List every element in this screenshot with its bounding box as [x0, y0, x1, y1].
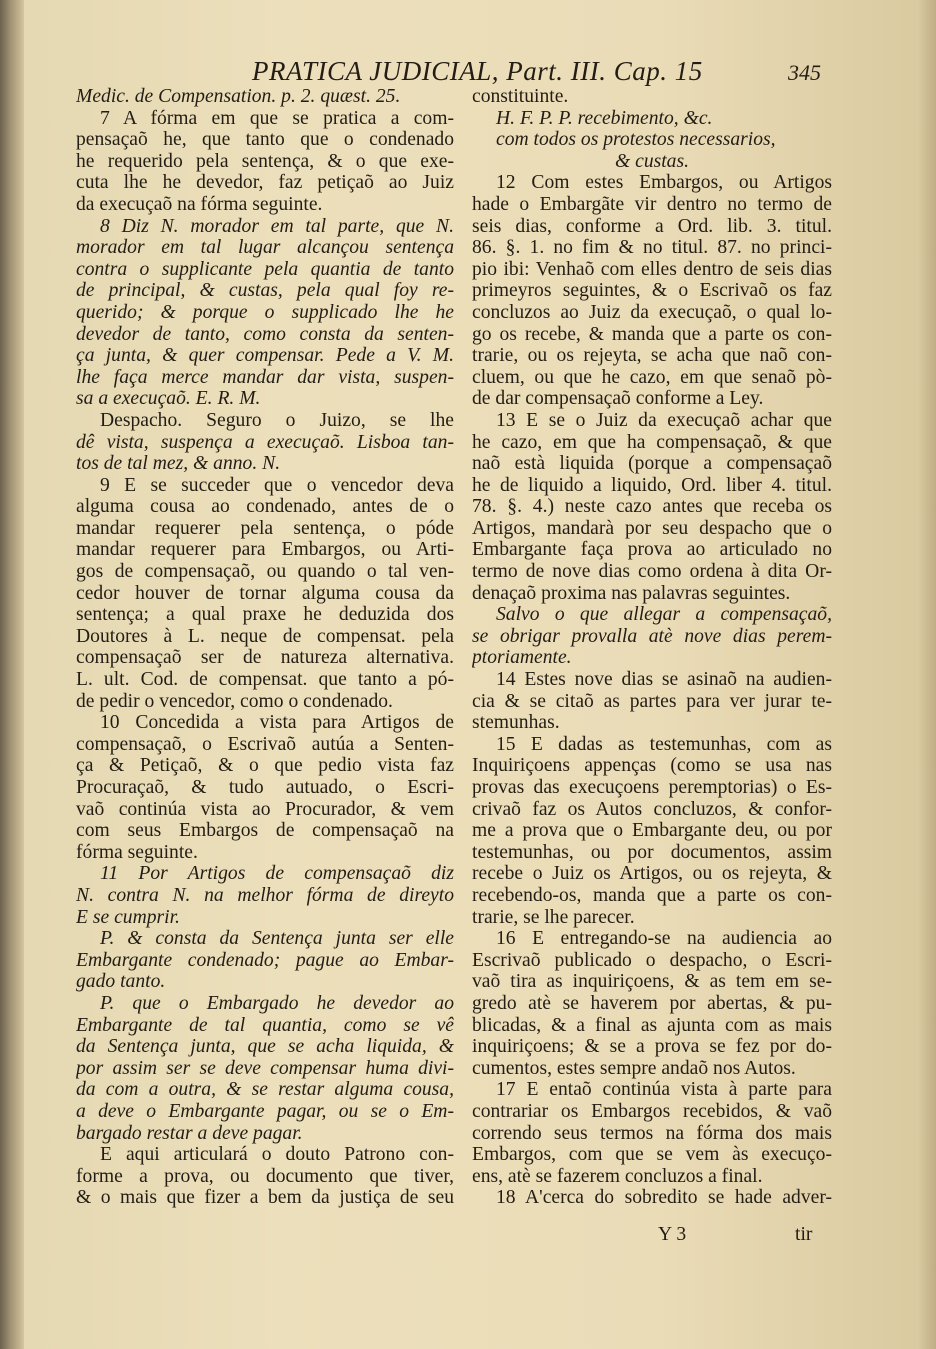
- text-line: bargado restar a deve pagar.: [76, 1122, 303, 1144]
- text-line: trarie, se lhe parecer.: [472, 906, 635, 928]
- page-number: 345: [788, 60, 821, 85]
- text-line: correndo seus termos na fórma dos mais: [472, 1122, 832, 1144]
- text-line: de principal, & custas, pela qual foy re-: [76, 280, 454, 302]
- text-line: da execuçaõ na fórma seguinte.: [76, 193, 323, 215]
- text-line: Procuraçaõ, & tudo autuado, o Escri-: [76, 777, 454, 798]
- text-line: H. F. P. P. recebimento, &c.: [496, 107, 713, 129]
- text-line: cluem, ou que he cazo, em que senaõ pò-: [472, 366, 832, 388]
- text-line: constituinte.: [472, 86, 569, 107]
- binding-gutter: [0, 0, 24, 1349]
- text-line: de pedir o vencedor, como o condenado.: [76, 690, 393, 712]
- text-line: da com a outra, & se restar alguma cousa,: [76, 1079, 454, 1101]
- text-line: gado tanto.: [76, 971, 166, 993]
- text-line: Doutores à L. neque de compensat. pela: [76, 625, 454, 647]
- text-line: de dar compensaçaõ conforme a Ley.: [472, 388, 764, 410]
- text-line: me a prova que o Embargante deu, ou por: [472, 820, 832, 842]
- text-line: E se cumprir.: [76, 906, 180, 928]
- text-line: & custas.: [614, 150, 690, 172]
- page-footer: [0, 1224, 936, 1248]
- text-line: vaõ tira as inquiriçoens, & as tem em se-: [472, 971, 832, 993]
- text-line: Inquiriçoens appenças (como se usa nas: [472, 755, 832, 777]
- text-line: compensaçaõ, o Escrivaõ autúa a Senten-: [76, 733, 454, 755]
- text-line: blicadas, & a final as ajunta com as mais: [472, 1014, 832, 1036]
- text-line: ça junta, & quer compensar. Pede a V. M.: [76, 345, 454, 367]
- left-text-column: [76, 86, 454, 1209]
- text-line: recebendo-os, manda que a parte os con-: [472, 884, 832, 906]
- text-line: L. ult. Cod. de compensat. que tanto a pó-: [76, 669, 454, 691]
- text-line: Escrivaõ publicado o despacho, o Escri-: [472, 949, 832, 971]
- text-line: provas das execuçoens peremptorias) o Es-: [472, 777, 832, 798]
- text-line: 13 E se o Juiz da execuçaõ achar que: [496, 409, 832, 431]
- text-line: ptoriamente.: [472, 647, 572, 669]
- text-line: Salvo o que allegar a compensaçaõ,: [496, 604, 832, 626]
- text-line: devedor de tanto, como consta da senten-: [76, 323, 454, 345]
- text-line: & o mais que fizer a bem da justiça de seu: [76, 1187, 454, 1209]
- text-line: gos de compensaçaõ, ou quando o tal ven-: [76, 561, 454, 583]
- text-line: trarie, ou os rejeyta, se acha que naõ con-: [472, 345, 832, 367]
- text-line: cuta lhe he devedor, faz petiçaõ ao Juiz: [76, 172, 454, 194]
- catchword: tir: [795, 1224, 813, 1245]
- text-line: crivaõ faz os Autos concluzos, & confor-: [472, 798, 832, 820]
- text-line: 18 A'cerca do sobredito se hade adver-: [496, 1187, 832, 1209]
- text-line: Artigos, mandarà por seu despacho que o: [472, 517, 832, 539]
- text-line: seis dias, conforme a Ord. lib. 3. titul.: [472, 215, 832, 237]
- signature-mark: Y 3: [658, 1224, 687, 1245]
- running-title: PRATICA JUDICIAL, Part. III. Cap. 15: [252, 56, 703, 86]
- text-line: tos de tal mez, & anno. N.: [76, 453, 281, 475]
- text-line: vaõ continúa vista ao Procurador, & vem: [76, 798, 454, 820]
- text-line: da Sentença junta, que se acha liquida, &: [76, 1036, 454, 1058]
- text-line: com todos os protestos necessarios,: [496, 129, 776, 151]
- text-line: 10 Concedida a vista para Artigos de: [100, 712, 454, 734]
- text-line: Medic. de Compensation. p. 2. quæst. 25.: [76, 86, 401, 107]
- text-line: N. contra N. na melhor fórma de direyto: [76, 884, 454, 906]
- text-line: 8 Diz N. morador em tal parte, que N.: [100, 215, 454, 237]
- text-line: Embargante de tal quantia, como se vê: [76, 1014, 454, 1036]
- text-line: Embargante faça prova ao articulado no: [472, 539, 832, 561]
- text-line: forme a prova, ou documento que tiver,: [76, 1165, 454, 1187]
- text-line: mandar requerer para Embargos, ou Arti-: [76, 539, 454, 561]
- right-text-column: [472, 86, 832, 1209]
- text-line: stemunhas.: [472, 712, 560, 734]
- page-edge: [918, 0, 936, 1349]
- text-line: 17 E entaõ continúa vista à parte para: [496, 1079, 832, 1101]
- text-line: 16 E entregando-se na audiencia ao: [496, 928, 832, 950]
- text-line: com seus Embargos de compensaçaõ na: [76, 820, 454, 842]
- text-line: 7 A fórma em que se pratica a com-: [100, 107, 454, 129]
- text-line: pensaçaõ he, que tanto que o condenado: [76, 129, 454, 151]
- text-line: contra o supplicante pela quantia de tanto: [76, 258, 454, 280]
- text-line: cia & se citaõ as partes para ver jurar te-: [472, 690, 832, 712]
- text-line: por assim ser se deve compensar huma divi-: [76, 1057, 454, 1079]
- text-line: querido; & porque o supplicado lhe he: [76, 301, 454, 323]
- text-line: he cazo, em que ha compensaçaõ, & que: [472, 431, 832, 453]
- text-line: P. que o Embargado he devedor ao: [100, 992, 454, 1014]
- text-line: 12 Com estes Embargos, ou Artigos: [496, 172, 832, 194]
- text-line: 86. §. 1. no fim & no titul. 87. no princi-: [472, 237, 832, 259]
- text-line: cumentos, estes sempre andaõ nos Autos.: [472, 1057, 796, 1079]
- text-line: pio ibi: Venhaõ com elles dentro de seis dias: [472, 258, 832, 280]
- text-line: inquiriçoens; & se a prova se fez por do-: [472, 1036, 832, 1058]
- text-line: sa a execuçaõ. E. R. M.: [76, 388, 261, 410]
- text-line: he de liquido a liquido, Ord. liber 4. titul.: [472, 474, 832, 496]
- text-line: hade o Embargãte vir dentro no termo de: [472, 193, 832, 215]
- text-line: 9 E se succeder que o vencedor deva: [100, 474, 454, 496]
- text-line: Embargos, com que se vem às execuço-: [472, 1144, 832, 1166]
- text-line: naõ està liquida (porque a compensaçaõ: [472, 453, 832, 475]
- text-line: 78. §. 4.) neste cazo antes que receba os: [472, 496, 832, 518]
- text-line: fórma seguinte.: [76, 841, 198, 863]
- text-line: go os recebe, & manda que a parte os con-: [472, 323, 832, 345]
- text-line: compensaçaõ ser de natureza alternativa.: [76, 647, 454, 669]
- text-line: primeyros seguintes, & o Escrivaõ os faz: [472, 280, 832, 302]
- text-line: concluzos ao Juiz da execuçaõ, o qual lo-: [472, 301, 832, 323]
- text-line: cedor houver de tornar alguma cousa da: [76, 582, 454, 604]
- text-line: testemunhas, ou por documentos, assim: [472, 841, 832, 863]
- text-line: Embargante condenado; pague ao Embar-: [76, 949, 454, 971]
- text-line: mandar requerer pela sentença, o póde: [76, 517, 454, 539]
- text-line: sentença; a qual praxe he deduzida dos: [76, 604, 454, 626]
- text-line: lhe faça merce mandar dar vista, suspen-: [76, 366, 454, 388]
- text-line: dê vista, suspença a execuçaõ. Lisboa tan-: [76, 431, 454, 453]
- text-line: termo de nove dias como ordena à dita Or-: [472, 561, 832, 583]
- text-line: ça & Petiçaõ, & o que pedio vista faz: [76, 755, 454, 777]
- text-line: Despacho. Seguro o Juizo, se lhe: [100, 409, 454, 431]
- text-line: P. & consta da Sentença junta ser elle: [100, 928, 454, 950]
- text-line: 14 Estes nove dias se asinaõ na audien-: [496, 669, 832, 691]
- text-line: denaçaõ proxima nas palavras seguintes.: [472, 582, 791, 604]
- text-line: gredo atè se haverem por abertas, & pu-: [472, 992, 832, 1014]
- text-line: recebe o Juiz os Artigos, ou os rejeyta, &: [472, 863, 832, 885]
- text-line: E aqui articulará o douto Patrono con-: [100, 1144, 454, 1166]
- text-line: 15 E dadas as testemunhas, com as: [496, 733, 832, 755]
- text-line: ens, atè se fazerem concluzos a final.: [472, 1165, 763, 1187]
- text-line: alguma cousa ao condenado, antes de o: [76, 496, 454, 518]
- text-line: se obrigar provalla atè nove dias perem-: [472, 625, 832, 647]
- text-line: he requerido pela sentença, & o que exe-: [76, 150, 454, 172]
- text-line: 11 Por Artigos de compensaçaõ diz: [100, 863, 454, 885]
- text-line: morador em tal lugar alcançou sentença: [76, 237, 454, 259]
- text-line: a deve o Embargante pagar, ou se o Em-: [76, 1100, 454, 1122]
- text-line: contrariar os Embargos recebidos, & vaõ: [472, 1100, 832, 1122]
